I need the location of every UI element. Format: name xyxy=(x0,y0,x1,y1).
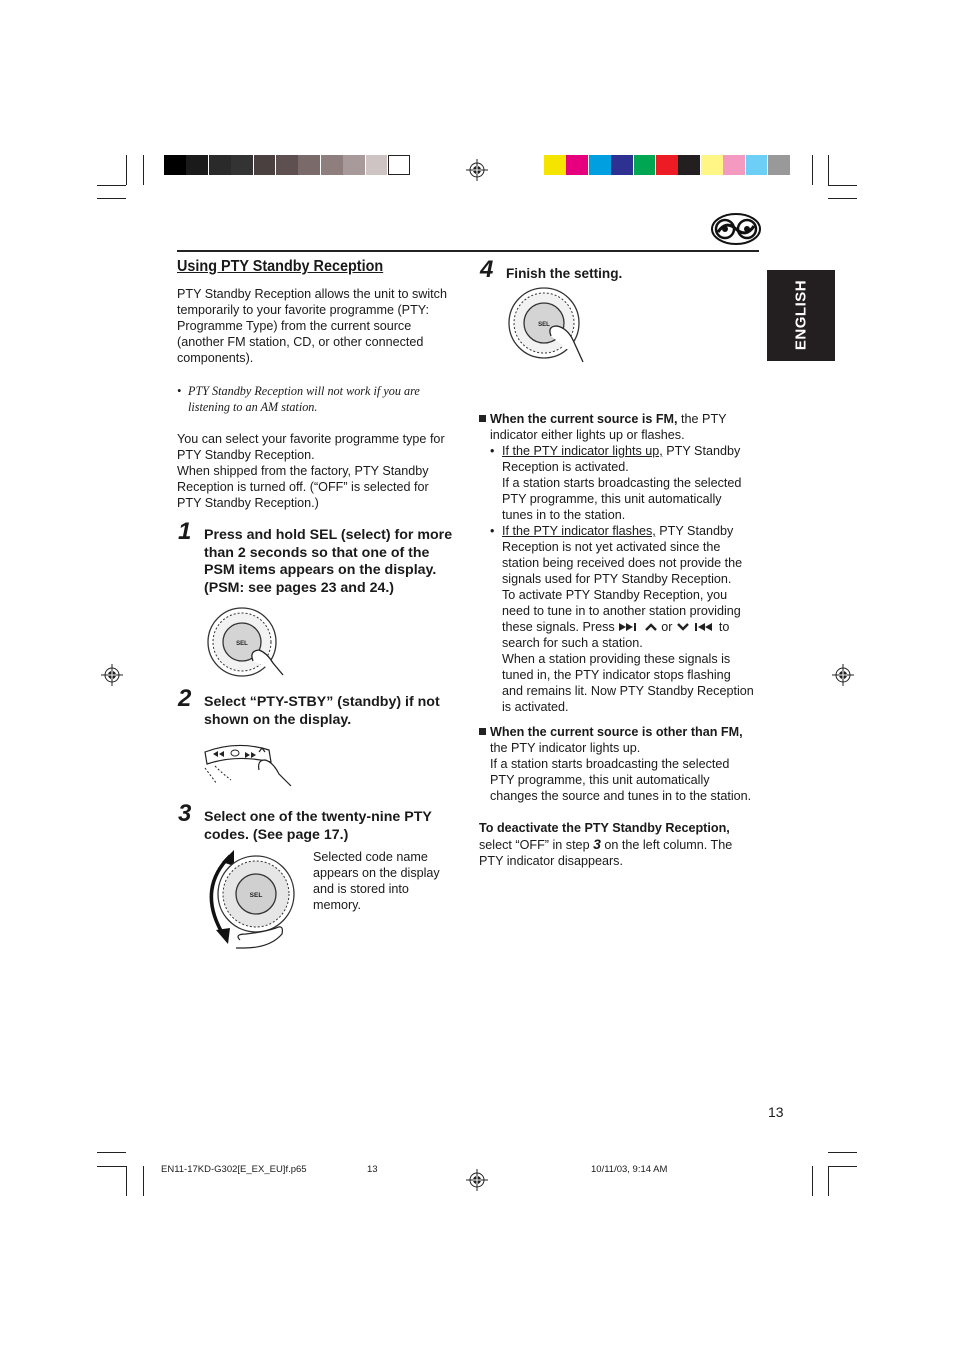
footer-timestamp: 10/11/03, 9:14 AM xyxy=(591,1164,668,1175)
crop-mark xyxy=(828,185,857,186)
color-swatch xyxy=(634,155,656,175)
registration-mark-icon xyxy=(466,159,488,181)
color-swatch xyxy=(544,155,566,175)
color-swatch xyxy=(343,155,365,175)
color-swatch xyxy=(611,155,633,175)
color-swatch xyxy=(254,155,276,175)
color-swatch xyxy=(298,155,320,175)
chevron-down-icon xyxy=(676,622,690,632)
crop-mark xyxy=(828,155,829,185)
step-instruction: Select “PTY-STBY” (standby) if not shown on the display. xyxy=(204,694,440,728)
crop-mark xyxy=(828,198,857,199)
step-instruction: Select one of the twenty-nine PTY codes. (See page 17.) xyxy=(204,809,432,843)
fm-source-block: When the current source is FM, the PTY indicator either lights up or flashes. • If the PTY indicator lights up, PTY Standby Reception is activated. If a station starts broadcasting the selected PTY programme, this unit automatically tunes in to the station. • If the PTY indicator flashes, PTY Standby Reception is not yet activated since the station being received does not provide the signals used for PTY Standby Reception. To activate PTY Standby Reception, you need to tune in to another station providing these signals. Press or to search for such a station. When a station providing these signals is tuned in, the PTY indicator stops flashing and remains lit. Now PTY Standby Reception is activated. xyxy=(479,411,764,715)
color-swatch xyxy=(589,155,611,175)
color-swatch xyxy=(566,155,588,175)
registration-mark-icon xyxy=(832,664,854,686)
step-number: 3 xyxy=(178,800,192,827)
bullet: • xyxy=(177,384,182,398)
color-swatch xyxy=(723,155,745,175)
step-instruction: Press and hold SEL (select) for more than 2 seconds so that one of the PSM items appears on the display. (PSM: see pages 23 and 24.) xyxy=(204,527,453,596)
crop-mark xyxy=(828,1152,857,1153)
grayscale-calibration-bar xyxy=(164,155,410,175)
crop-mark xyxy=(828,1166,857,1167)
color-swatch xyxy=(186,155,208,175)
color-swatch xyxy=(164,155,186,175)
am-note: • PTY Standby Reception will not work if you are listening to an AM station. xyxy=(177,384,420,414)
language-tab xyxy=(767,270,835,361)
skip-forward-icon xyxy=(618,622,640,632)
crop-mark xyxy=(812,155,813,185)
crop-mark xyxy=(126,155,127,185)
color-swatch xyxy=(678,155,700,175)
registration-mark-icon xyxy=(466,1169,488,1191)
factory-setting-paragraph: You can select your favorite programme type for PTY Standby Reception. When shipped from the factory, PTY Standby Reception is turned off. (“OFF” is selected for PTY Standby Reception.) xyxy=(177,432,445,510)
step-number: 1 xyxy=(178,518,192,545)
page-number: 13 xyxy=(768,1104,784,1120)
crop-mark xyxy=(97,185,126,186)
footer-page: 13 xyxy=(367,1164,378,1175)
step-number: 4 xyxy=(480,256,494,283)
color-swatch xyxy=(746,155,768,175)
color-swatch xyxy=(231,155,253,175)
registration-mark-icon xyxy=(101,664,123,686)
footer-filename: EN11-17KD-G302[E_EX_EU]f.p65 xyxy=(161,1164,307,1175)
sel-dial-press-illustration xyxy=(505,286,595,366)
step-instruction: Finish the setting. xyxy=(506,266,623,281)
language-tab-label: ENGLISH xyxy=(792,279,810,351)
bullet: • xyxy=(490,524,495,538)
square-bullet xyxy=(479,728,486,735)
color-swatch xyxy=(701,155,723,175)
color-swatch xyxy=(656,155,678,175)
skip-back-icon xyxy=(693,622,715,632)
color-swatch xyxy=(388,155,410,175)
deactivate-block: To deactivate the PTY Standby Reception, select “OFF” in step 3 on the left column. The PTY indicator disappears. xyxy=(479,821,733,868)
other-source-block: When the current source is other than FM, the PTY indicator lights up. If a station starts broadcasting the selected PTY programme, this unit automatically changes the source and tunes in to the station. xyxy=(479,724,764,804)
square-bullet xyxy=(479,415,486,422)
step-number: 2 xyxy=(178,685,192,712)
svg-text:SEL: SEL xyxy=(236,641,248,647)
crop-mark xyxy=(143,155,144,185)
step-caption: Selected code name appears on the display and is stored into memory. xyxy=(313,850,440,912)
crop-mark xyxy=(828,1166,829,1196)
svg-text:SEL: SEL xyxy=(538,322,550,328)
color-calibration-bar xyxy=(544,155,790,175)
color-swatch xyxy=(366,155,388,175)
crop-mark xyxy=(812,1166,813,1196)
color-swatch xyxy=(321,155,343,175)
crop-mark xyxy=(97,1152,126,1153)
crop-mark xyxy=(126,1166,127,1196)
crop-mark xyxy=(97,198,126,199)
section-title: Using PTY Standby Reception xyxy=(177,258,384,275)
crop-mark xyxy=(97,1166,126,1167)
color-swatch xyxy=(276,155,298,175)
bullet: • xyxy=(490,444,495,458)
color-swatch xyxy=(768,155,790,175)
color-swatch xyxy=(209,155,231,175)
header-rule xyxy=(177,250,759,252)
svg-text:SEL: SEL xyxy=(249,892,263,899)
sel-dial-rotate-illustration xyxy=(200,848,310,954)
rds-logo-icon xyxy=(710,212,762,246)
chevron-up-icon xyxy=(644,622,658,632)
intro-paragraph: PTY Standby Reception allows the unit to switch temporarily to your favorite programme (PTY: Programme Type) from the current source (another FM station, CD, or other connected components). xyxy=(177,287,447,365)
sel-dial-press-illustration xyxy=(203,605,293,677)
crop-mark xyxy=(143,1166,144,1196)
tune-button-press-illustration xyxy=(201,740,293,788)
